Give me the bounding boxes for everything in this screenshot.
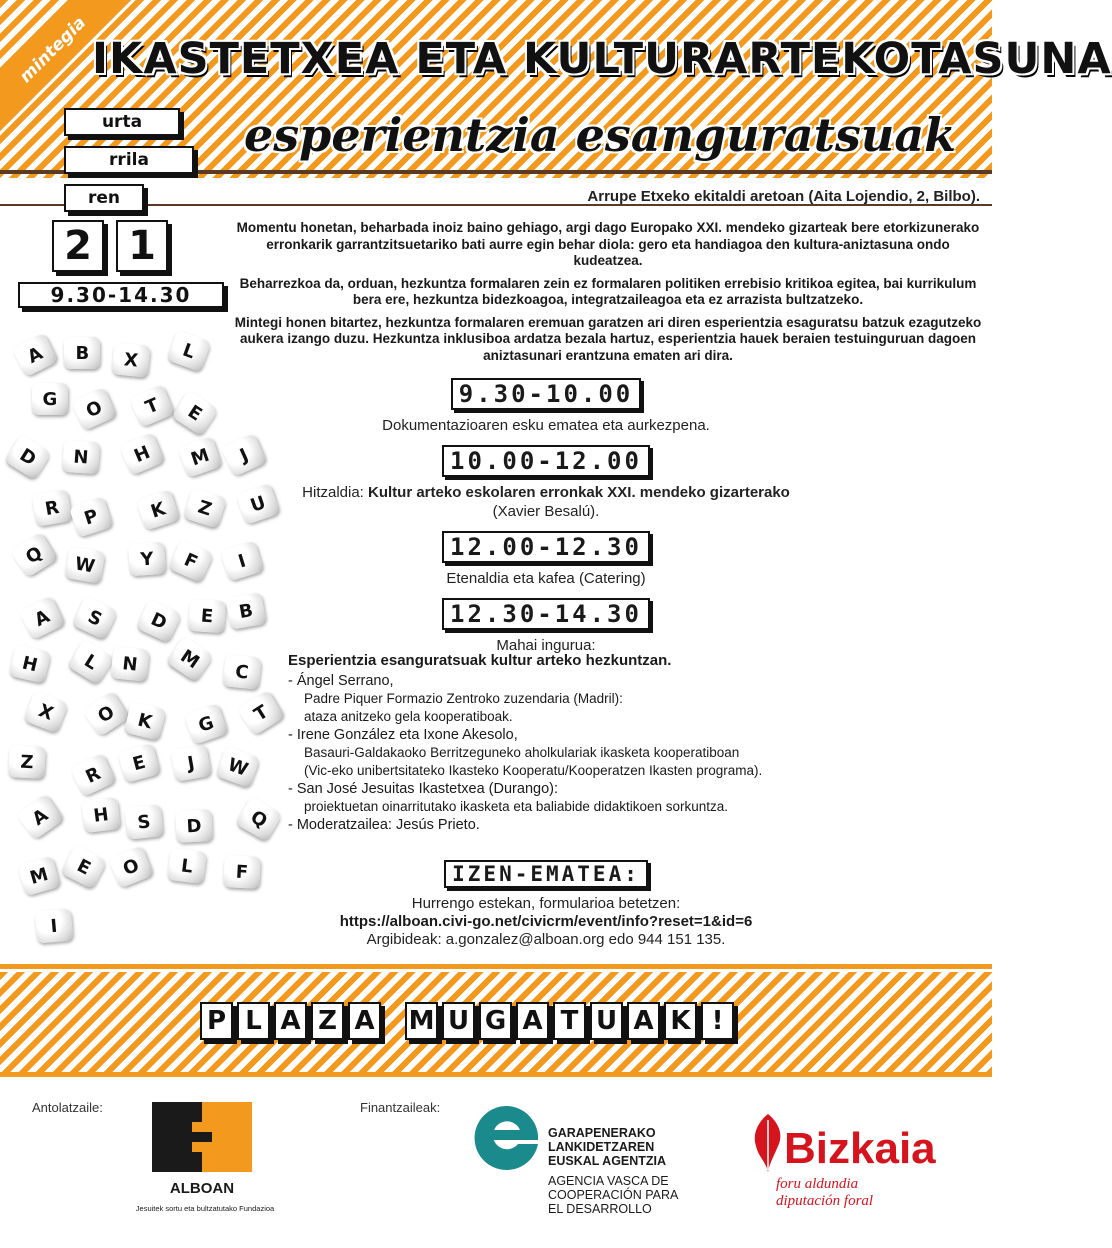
letter-bead: D (136, 599, 182, 643)
letter-bead: W (65, 546, 106, 584)
panelist-detail: Basauri-Galdakaoko Berritzeguneko aholkulariak ikasketa kooperatiboan (304, 745, 740, 760)
schedule (286, 378, 806, 665)
schedule-slot (286, 598, 806, 655)
slot-time: 12.30-14.30 (442, 598, 650, 630)
intro-text (232, 220, 984, 370)
registration-title: IZEN-EMATEA: (444, 860, 648, 888)
bizkaia-sub-line: foru aldundia (776, 1176, 859, 1192)
letter-beads-image (0, 320, 300, 970)
banner-letter: A (627, 1002, 660, 1040)
letter-bead: B (64, 337, 100, 369)
banner-letter: M (405, 1002, 438, 1040)
letter-bead: R (31, 489, 72, 527)
letter-bead: Q (236, 797, 283, 843)
banner-letter: U (590, 1002, 623, 1040)
letter-bead: Z (9, 745, 47, 779)
letter-bead: D (175, 809, 213, 843)
letter-bead: M (166, 636, 214, 683)
banner-top-line (0, 964, 992, 969)
letter-bead: H (9, 645, 51, 684)
agency-eu-line: LANKIDETZAREN (548, 1140, 655, 1154)
slot-description: Dokumentazioaren esku ematea eta aurkezpena. (382, 417, 710, 434)
banner-letter: A (516, 1002, 549, 1040)
letter-bead: L (168, 848, 208, 884)
registration-link[interactable]: https://alboan.civi-go.net/civicrm/event/info?reset=1&id=6 (339, 913, 753, 930)
banner-bottom-line (0, 1072, 992, 1077)
schedule-slot (286, 531, 806, 588)
agency-es-line: AGENCIA VASCA DE (548, 1174, 669, 1188)
slot-time: 9.30-10.00 (451, 378, 642, 410)
round-table (288, 652, 928, 834)
letter-bead: O (82, 691, 130, 737)
letter-bead: N (111, 646, 150, 682)
agency-es-line: EL DESARROLLO (548, 1202, 652, 1216)
agency-es-line: COOPERACIÓN PARA (548, 1188, 679, 1202)
day-cube-tens: 2 (52, 220, 104, 272)
letter-bead: F (168, 539, 214, 583)
letter-bead: F (223, 855, 261, 889)
panelist-detail: (Vic-eko unibertsitateko Ikasteko Kooperatu/Kooperatzen Ikasten programa). (304, 763, 763, 778)
panelist-name: - Irene González eta Ixone Akesolo, (288, 727, 518, 743)
letter-bead: Z (183, 488, 227, 530)
lecture-speaker: (Xavier Besalú). (492, 503, 600, 520)
month-cube-1: urta (64, 108, 180, 136)
letter-bead: G (32, 383, 68, 415)
letter-bead: H (119, 433, 165, 477)
day-cube-ones: 1 (116, 220, 168, 272)
organizer-label: Antolatzaile: (32, 1100, 103, 1115)
bizkaia-sub-line: diputación foral (776, 1193, 874, 1209)
page-subtitle: esperientzia esanguratsuak (243, 108, 956, 162)
letter-bead: J (170, 744, 211, 782)
letter-bead: G (184, 703, 228, 745)
funders-label: Finantzaileak: (360, 1100, 441, 1115)
banner-letter: P (200, 1002, 233, 1040)
letter-bead: L (167, 329, 212, 371)
letter-bead: E (171, 390, 219, 436)
panelist-detail: ataza anitzeko gela kooperatiboak. (304, 709, 513, 724)
slot-description: Mahai ingurua: (496, 637, 596, 654)
agency-eu-line: EUSKAL AGENTZIA (548, 1154, 667, 1168)
banner-letter: T (553, 1002, 586, 1040)
letter-bead: P (69, 496, 113, 538)
venue-address: Arrupe Etxeko ekitaldi aretoan (Aita Lojendio, 2, Bilbo). (587, 188, 980, 205)
panelist-name: - San José Jesuitas Ikastetxea (Durango): (288, 781, 558, 797)
slot-time: 12.00-12.30 (442, 531, 650, 563)
panelist-name: - Moderatzailea: Jesús Prieto. (288, 817, 480, 833)
lecture-title: Kultur arteko eskolaren erronkak XXI. mendeko gizarterako (368, 484, 790, 501)
registration (286, 860, 806, 949)
slot-time: 10.00-12.00 (442, 445, 650, 477)
event-time: 9.30-14.30 (18, 282, 224, 308)
letter-bead: T (129, 384, 175, 428)
schedule-slot (286, 445, 806, 521)
letter-bead: Q (10, 532, 57, 578)
banner-letter: U (442, 1002, 475, 1040)
letter-bead: L (68, 639, 115, 685)
letter-bead: Y (128, 542, 166, 576)
banner-letter: K (664, 1002, 697, 1040)
letter-bead: K (136, 489, 180, 531)
bizkaia-subtitle (776, 1176, 873, 1210)
letter-bead: T (237, 690, 284, 736)
letter-bead: E (117, 743, 160, 783)
banner-letter: Z (311, 1002, 344, 1040)
letter-bead: E (61, 845, 108, 890)
letter-bead: M (178, 436, 222, 478)
letter-bead: X (112, 342, 151, 378)
banner-letter: L (237, 1002, 270, 1040)
letter-bead: M (17, 856, 60, 897)
letter-bead: O (71, 387, 117, 431)
banner-letter: A (348, 1002, 381, 1040)
letter-bead: D (4, 434, 51, 480)
letter-bead: I (35, 909, 74, 944)
letter-bead: H (81, 797, 121, 833)
panelist-detail: Padre Piquer Formazio Zentroko zuzendaria (Madril): (304, 691, 623, 706)
agency-eu-line: GARAPENERAKO (548, 1126, 656, 1140)
slot-description (286, 483, 806, 502)
month-cube-3: ren (64, 184, 144, 212)
bizkaia-name: Bizkaia (784, 1124, 936, 1173)
intro-paragraph-2: Beharrezkoa da, orduan, hezkuntza formalaren zein ez formalaren politiken errebisio kritikoa egitea, bai kurrikulum bera ere, hezkuntza bidezkoagoa, integratzaileagoa eta ez arrazista bultzatzeko. (239, 275, 977, 307)
bizkaia-leaf-icon (748, 1112, 788, 1174)
panelist-detail: proiektuetan oinarritutako ikasketa eta baliabide didaktikoen sorkuntza. (304, 799, 729, 814)
banner-letter: A (274, 1002, 307, 1040)
letter-bead: O (109, 846, 154, 889)
letter-bead: E (188, 599, 226, 633)
month-cube-2: rrila (64, 146, 194, 174)
letter-bead: S (72, 596, 118, 640)
letter-bead: U (236, 483, 280, 525)
letter-bead: A (17, 793, 65, 840)
cooperation-agency-name (548, 1126, 678, 1216)
mintegia-ribbon: mintegia (0, 0, 134, 131)
intro-paragraph-1: Momentu honetan, beharbada inoiz baino gehiago, argi dago Europako XXI. mendeko gizarteak bere etorkizunerako erronkarik garrantzitsuetariko bati aurre egin behar diola: gero eta handiagoa den kultura-aniztasuna ondo kudeatzea. (236, 220, 980, 268)
alboan-name: ALBOAN (169, 1180, 235, 1197)
alboan-tagline: Jesuitek sortu eta bultzatutako Fundazioa (135, 1204, 275, 1213)
letter-bead: C (223, 654, 262, 690)
letter-bead: A (19, 596, 65, 641)
letter-bead: A (12, 333, 59, 378)
limited-places-banner (200, 1002, 734, 1054)
schedule-slot (286, 378, 806, 435)
letter-bead: N (62, 439, 100, 473)
alboan-logo (152, 1102, 252, 1172)
letter-bead: J (221, 433, 267, 477)
letter-bead: B (226, 592, 267, 630)
banner-letter: ! (701, 1002, 734, 1040)
panelist-name: - Ángel Serrano, (288, 673, 394, 689)
round-table-lead: Esperientzia esanguratsuak kultur arteko hezkuntzan. (288, 652, 672, 669)
slot-prefix: Hitzaldia: (302, 484, 369, 501)
letter-bead: K (123, 701, 166, 741)
letter-bead: S (124, 804, 163, 840)
letter-bead: W (216, 746, 261, 788)
cooperation-agency-logo (468, 1100, 544, 1176)
intro-paragraph-3: Mintegi honen bitartez, hezkuntza formalaren eremuan garatzen ari diren esperientzia esaguratsu batzuk ezagutzeko aukera izango duzu. Hezkuntza inklusiboa ardatza bezala hartuz, esperientzia hauek beraien testuinguruan dagoen aniztasunari erantzuna ematen ari dira. (234, 314, 982, 363)
banner-letter: G (479, 1002, 512, 1040)
letter-bead: I (220, 540, 264, 581)
page-title: IKASTETXEA ETA KULTURARTEKOTASUNA (92, 34, 1112, 84)
letter-bead: X (24, 691, 69, 734)
registration-instructions: Hurrengo estekan, formularioa betetzen: (411, 895, 681, 912)
registration-contact: Argibideak: a.gonzalez@alboan.org edo 944 151 135. (366, 931, 726, 948)
slot-description: Etenaldia eta kafea (Catering) (446, 570, 646, 587)
letter-bead: R (70, 753, 116, 797)
